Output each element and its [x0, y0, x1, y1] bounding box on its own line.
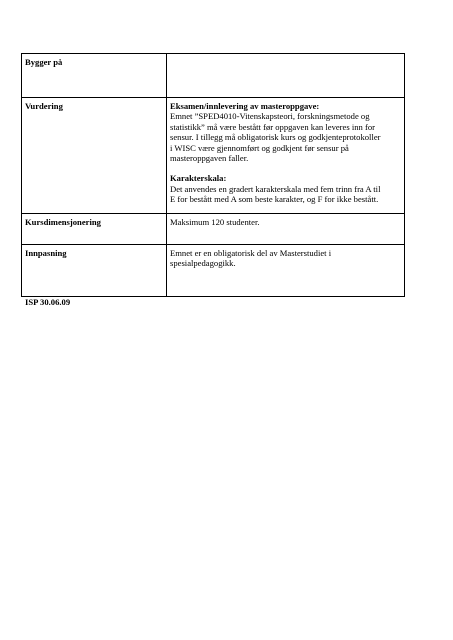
row-content-innpasning [167, 245, 405, 297]
exam-text-line: statistikk” må være bestått før oppgaven kan leveres inn for [170, 121, 375, 132]
row-content-bygger-pa [167, 54, 405, 98]
table-row-kursdimensjonering [22, 214, 405, 245]
exam-text-line: Emnet ”SPED4010-Vitenskapsteori, forskningsmetode og [170, 111, 370, 122]
course-description-table [21, 53, 405, 297]
grade-scale-line: E for bestått med A som beste karakter, og F for ikke bestått. [170, 194, 379, 205]
grade-scale-heading: Karakterskala: [170, 173, 227, 184]
exam-heading: Eksamen/innlevering av masteroppgave: [170, 101, 320, 111]
table-row-bygger-pa [22, 54, 405, 98]
kurs-text-line: Maksimum 120 studenter. [170, 217, 260, 227]
row-content-vurdering [167, 98, 405, 214]
row-label-bygger-pa: Bygger på [22, 54, 167, 98]
row-label-kursdimensjonering: Kursdimensjonering [22, 214, 167, 245]
table-row-innpasning [22, 245, 405, 297]
row-label-innpasning: Innpasning [22, 245, 167, 297]
innpasning-text-line: spesialpedagogikk. [170, 258, 236, 269]
grade-scale-line: Det anvendes en gradert karakterskala med fem trinn fra A til [170, 183, 381, 194]
row-content-kursdimensjonering [167, 214, 405, 245]
exam-text-line: masteroppgaven faller. [170, 153, 249, 164]
paragraph-spacer [170, 163, 402, 173]
exam-text-line: i WISC være gjennomført og godkjent før sensur på [170, 142, 349, 153]
table-row-vurdering [22, 98, 405, 214]
row-label-vurdering: Vurdering [22, 98, 167, 214]
innpasning-text-line: Emnet er en obligatorisk del av Masterstudiet i [170, 248, 332, 258]
exam-text-line: sensur. I tillegg må obligatorisk kurs og godkjenteprotokoller [170, 132, 381, 143]
document-footer-date: ISP 30.06.09 [25, 297, 71, 307]
